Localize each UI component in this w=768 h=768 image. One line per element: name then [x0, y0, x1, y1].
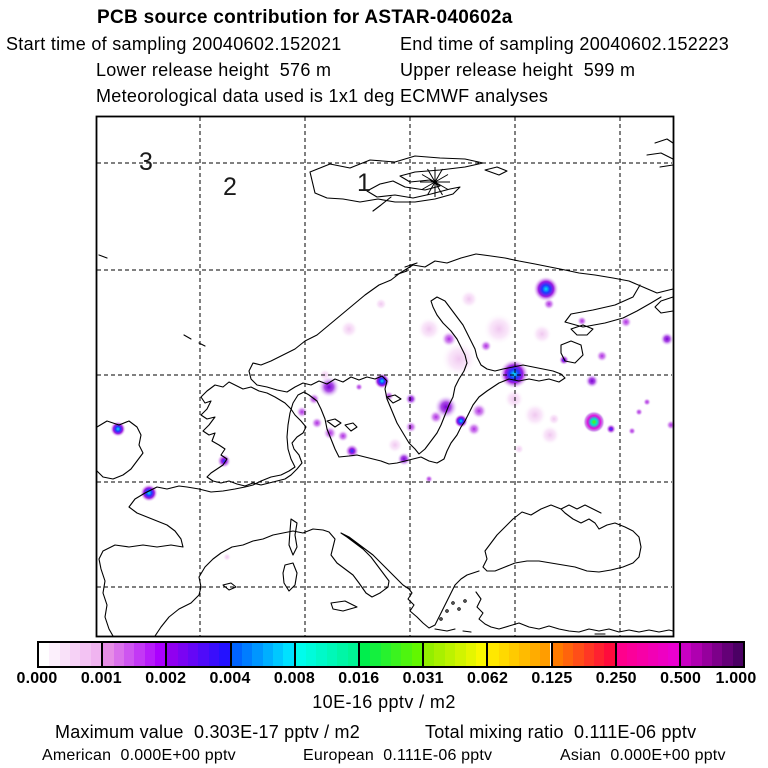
blob-violet	[585, 374, 599, 388]
blob-purple	[643, 398, 651, 406]
colorbar-tick: 0.125	[531, 670, 573, 687]
colorbar-unit-label: 10E-16 pptv / m2	[312, 692, 456, 712]
american-contribution-label: American 0.000E+00 pptv	[42, 747, 236, 764]
map-figure	[95, 115, 675, 638]
blob-purple	[296, 406, 308, 418]
blob-cyan	[454, 414, 468, 428]
colorbar-tick: 0.000	[16, 670, 58, 687]
blob-faint	[387, 437, 403, 453]
blob-violet	[397, 452, 411, 466]
asian-contribution-label: Asian 0.000E+00 pptv	[560, 747, 726, 764]
upper-release-label: Upper release height 599 m	[400, 60, 636, 80]
blob-cyan	[533, 276, 559, 302]
concentration-blobs	[110, 276, 675, 561]
trajectory-point-labels	[139, 148, 371, 201]
blob-violet	[434, 395, 458, 419]
start-time-label: Start time of sampling 20040602.152021	[6, 34, 342, 54]
map-point-label-1: 1	[357, 169, 371, 197]
colorbar-segment	[101, 643, 165, 666]
met-data-label: Meteorological data used is 1x1 deg ECMWF analyses	[96, 86, 549, 106]
blob-faint	[540, 425, 560, 445]
colorbar-tick: 0.001	[80, 670, 122, 687]
blob-faint	[340, 320, 358, 338]
total-mixing-ratio-label: Total mixing ratio 0.111E-06 pptv	[425, 722, 697, 742]
blob-faint	[523, 403, 547, 427]
blob-cyan	[499, 359, 529, 389]
colorbar-tick: 0.062	[467, 670, 509, 687]
lower-release-label: Lower release height 576 m	[96, 60, 332, 80]
blob-faint	[460, 290, 478, 308]
colorbar-segment	[486, 643, 550, 666]
colorbar-tick: 1.000	[715, 670, 757, 687]
blob-purple	[405, 421, 417, 433]
colorbar-segment	[422, 643, 486, 666]
blob-faint	[532, 324, 552, 344]
blob-purple	[577, 316, 587, 326]
colorbar-tick: 0.031	[402, 670, 444, 687]
blob-purple	[467, 422, 481, 436]
blob-purple	[628, 427, 636, 435]
blob-violet	[660, 332, 674, 346]
blob-purple	[635, 408, 643, 416]
colorbar-segment	[551, 643, 615, 666]
colorbar-segment	[165, 643, 229, 666]
blob-green	[583, 411, 605, 433]
blob-faint	[483, 313, 515, 345]
blob-purple	[441, 331, 457, 347]
europe-map	[95, 115, 675, 638]
colorbar-tick: 0.002	[145, 670, 187, 687]
blob-faint	[375, 298, 387, 310]
colorbar	[37, 641, 745, 668]
colorbar-tick: 0.008	[273, 670, 315, 687]
colorbar-segment	[230, 643, 294, 666]
blob-faint	[417, 317, 441, 341]
blob-purple	[311, 417, 323, 429]
blob-blue	[217, 454, 231, 468]
colorbar-tick: 0.500	[660, 670, 702, 687]
map-point-label-2: 2	[223, 173, 237, 201]
blob-purple	[480, 340, 492, 352]
page-title: PCB source contribution for ASTAR-040602a	[97, 7, 513, 28]
blob-blue	[606, 424, 616, 434]
colorbar-segment	[615, 643, 679, 666]
maximum-value-label: Maximum value 0.303E-17 pptv / m2	[55, 722, 360, 742]
colorbar-segment	[39, 643, 101, 666]
map-point-label-3: 3	[139, 148, 153, 176]
european-contribution-label: European 0.111E-06 pptv	[303, 747, 493, 764]
blob-purple	[596, 350, 608, 362]
blob-violet	[405, 393, 417, 405]
blob-faint	[548, 413, 560, 425]
blob-faint	[223, 553, 231, 561]
colorbar-tick: 0.016	[338, 670, 380, 687]
blob-purple	[337, 430, 349, 442]
blob-cyan	[140, 484, 158, 502]
blob-faint	[504, 389, 524, 409]
colorbar-tick: 0.004	[209, 670, 251, 687]
colorbar-segment	[294, 643, 358, 666]
end-time-label: End time of sampling 20040602.152223	[400, 34, 730, 54]
colorbar-segment	[358, 643, 422, 666]
blob-purple	[355, 383, 363, 391]
colorbar-tick: 0.250	[595, 670, 637, 687]
coastlines	[97, 139, 673, 636]
colorbar-segment	[679, 643, 743, 666]
